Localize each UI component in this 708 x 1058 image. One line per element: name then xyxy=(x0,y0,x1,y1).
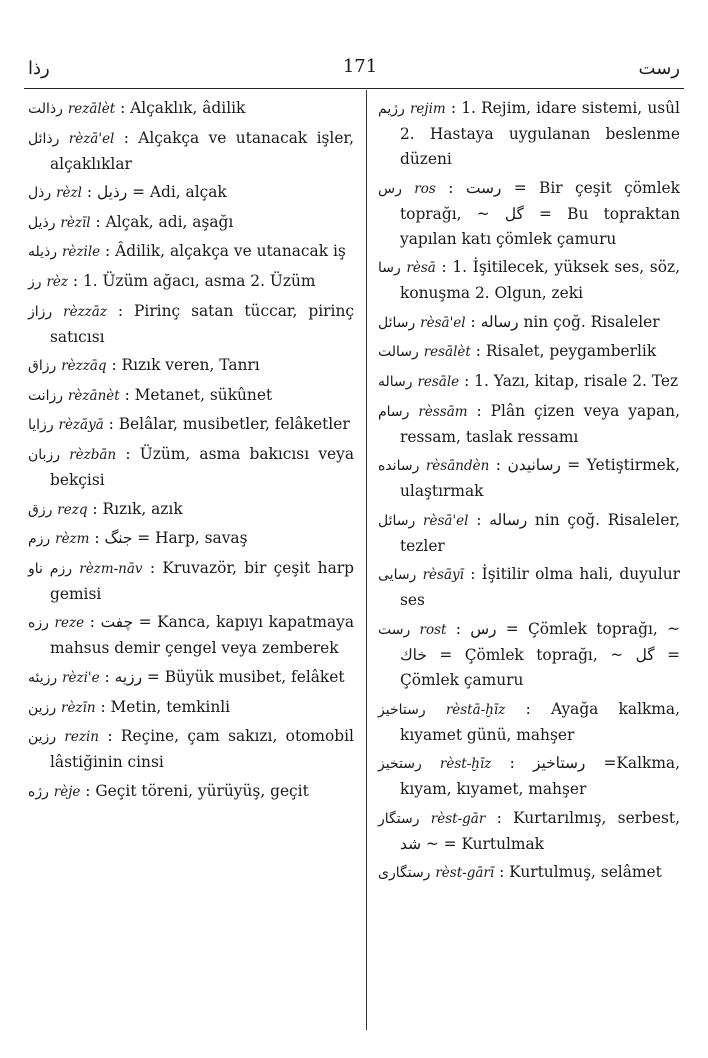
entry-transliteration: resālèt xyxy=(423,344,471,361)
page-header xyxy=(0,0,708,90)
left-guide-word: رذا xyxy=(28,58,50,79)
dictionary-entry xyxy=(378,697,680,748)
dictionary-entry xyxy=(378,453,680,504)
dictionary-entry xyxy=(28,126,354,177)
entry-arabic-headword: رزبان xyxy=(28,446,60,463)
dictionary-entry xyxy=(378,860,680,886)
left-column xyxy=(28,96,354,808)
dictionary-entry xyxy=(28,210,354,236)
entry-definition: : Kurtulmuş, selâmet xyxy=(499,863,662,882)
entry-arabic-headword: رستگارى xyxy=(378,865,431,882)
page-number: 171 xyxy=(342,56,378,77)
entry-definition: : Belâlar, musibetler, felâketler xyxy=(108,415,350,434)
entry-arabic-headword: رذيل xyxy=(28,214,56,231)
dictionary-entry xyxy=(28,96,354,122)
entry-transliteration: resāle xyxy=(417,373,460,390)
entry-definition: : Ayağa kalkma, kıyamet günü, mahşer xyxy=(400,699,680,744)
entry-transliteration: rèst-gār xyxy=(430,810,486,827)
entry-definition: : رساله nin çoğ. Risaleler, tezler xyxy=(400,510,680,555)
entry-definition: : İşitilir olma hali, duyulur ses xyxy=(400,565,680,610)
right-guide-word: رست xyxy=(638,58,680,79)
entry-transliteration: rejim xyxy=(409,101,446,117)
entry-transliteration: rèzile xyxy=(61,244,101,261)
entry-transliteration: ros xyxy=(414,180,436,197)
entry-arabic-headword: رسانده xyxy=(378,458,420,475)
entry-arabic-headword: رساله xyxy=(378,373,413,390)
dictionary-entry xyxy=(28,180,354,206)
entry-arabic-headword: رس xyxy=(378,180,402,197)
entry-transliteration: rèzīn xyxy=(60,699,96,716)
entry-arabic-headword: رزانت xyxy=(28,387,64,404)
entry-arabic-headword: رسالت xyxy=(378,344,419,361)
entry-definition: : رسانيدن = Yetiştirmek, ulaştırmak xyxy=(400,456,680,501)
entry-definition: : 1. İşitilecek, yüksek ses, söz, konuşma 2. Olgun, zeki xyxy=(400,258,680,303)
entry-arabic-headword: رزين xyxy=(28,699,57,716)
entry-definition: : Metin, temkinli xyxy=(100,697,231,716)
entry-transliteration: rèsāyī xyxy=(422,567,464,584)
entry-definition: : رساله nin çoğ. Risaleler xyxy=(470,312,660,331)
entry-transliteration: rèzi'e xyxy=(62,669,100,686)
entry-transliteration: rèzm-nāv xyxy=(79,560,143,577)
entry-definition: : Reçine, çam sakızı, otomobil lâstiğinin cinsi xyxy=(50,727,354,772)
dictionary-entry xyxy=(28,497,354,523)
entry-transliteration: rèzīl xyxy=(60,214,91,231)
dictionary-entry xyxy=(28,665,354,691)
entry-arabic-headword: رسائل xyxy=(378,512,416,529)
entry-transliteration: rèst-gārī xyxy=(435,865,495,882)
dictionary-entry xyxy=(28,239,354,265)
dictionary-entry xyxy=(28,442,354,493)
entry-arabic-headword: رزاق xyxy=(28,358,57,375)
entry-arabic-headword: رژيم xyxy=(378,101,405,117)
entry-arabic-headword: رزاز xyxy=(28,303,53,320)
dictionary-entry xyxy=(28,556,354,607)
entry-arabic-headword: رذالت xyxy=(28,101,63,117)
header-rule xyxy=(24,88,684,89)
dictionary-entry xyxy=(378,255,680,306)
right-column xyxy=(378,96,680,890)
entry-arabic-headword: رذيله xyxy=(28,244,58,261)
dictionary-entry xyxy=(378,617,680,693)
entry-definition: : Üzüm, asma bakıcısı veya bekçisi xyxy=(50,444,354,489)
entry-definition: : Rızık, azık xyxy=(92,499,183,518)
entry-definition: : Alçakça ve utanacak işler, alçaklıklar xyxy=(50,128,354,173)
entry-transliteration: rèst-ḫīz xyxy=(439,756,492,773)
dictionary-entry xyxy=(378,176,680,252)
entry-definition: : Plân çizen veya yapan, ressam, taslak ressamı xyxy=(400,401,680,446)
entry-transliteration: rèzāyā xyxy=(58,417,104,434)
entry-definition: : Geçit töreni, yürüyüş, geçit xyxy=(85,781,309,800)
entry-definition: : رستاخيز =Kalkma, kıyam, kıyamet, mahşer xyxy=(400,754,680,799)
dictionary-entry xyxy=(28,695,354,721)
entry-transliteration: rezin xyxy=(64,729,99,746)
dictionary-entry xyxy=(378,508,680,559)
entry-definition: : Alçaklık, âdilik xyxy=(120,99,246,117)
entry-definition: : Alçak, adi, aşağı xyxy=(95,212,234,231)
dictionary-entry xyxy=(378,310,680,336)
entry-transliteration: rost xyxy=(419,621,447,638)
entry-arabic-headword: رز xyxy=(28,273,42,290)
entry-definition: : 1. Rejim, idare sistemi, usûl 2. Hastaya uygulanan beslenme düzeni xyxy=(400,99,680,168)
entry-definition: : رس = Çömlek toprağı, ~ خاك = Çömlek toprağı, ~ گل = Çömlek çamuru xyxy=(400,619,680,689)
entry-transliteration: rèsāndèn xyxy=(425,458,490,475)
entry-arabic-headword: رزين xyxy=(28,729,57,746)
dictionary-entry xyxy=(28,299,354,350)
dictionary-entry xyxy=(378,339,680,365)
entry-transliteration: rèz xyxy=(46,273,68,290)
entry-definition: : رست = Bir çeşit çömlek toprağı, ~ گل = Bu topraktan yapılan katı çömlek çamuru xyxy=(400,178,680,248)
dictionary-entry xyxy=(28,779,354,805)
entry-definition: : رذيل = Adi, alçak xyxy=(86,183,227,202)
entry-transliteration: rèssām xyxy=(418,403,468,420)
dictionary-entry xyxy=(28,412,354,438)
entry-arabic-headword: رسا xyxy=(378,260,401,277)
entry-transliteration: rèzm xyxy=(55,531,90,548)
entry-transliteration: rèzānèt xyxy=(67,387,120,404)
entry-definition: : Âdilik, alçakça ve utanacak iş xyxy=(105,242,346,261)
dictionary-entry xyxy=(378,562,680,613)
dictionary-entry xyxy=(378,369,680,395)
entry-transliteration: rèzbān xyxy=(69,446,117,463)
entry-transliteration: rezālèt xyxy=(67,101,116,117)
dictionary-entry xyxy=(378,751,680,802)
entry-transliteration: rèsā xyxy=(406,260,436,277)
entry-transliteration: rèzl xyxy=(56,185,82,202)
dictionary-entry xyxy=(28,353,354,379)
entry-arabic-headword: رژه xyxy=(28,783,49,800)
entry-transliteration: rèje xyxy=(53,783,81,800)
entry-arabic-headword: رسايى xyxy=(378,567,417,584)
entry-definition: : چفت = Kanca, kapıyı kapatmaya mahsus demir çengel veya zemberek xyxy=(50,613,354,658)
entry-definition: : رزيه = Büyük musibet, felâket xyxy=(104,667,345,686)
entry-arabic-headword: رزيئه xyxy=(28,669,58,686)
entry-arabic-headword: رستگار xyxy=(378,810,420,827)
entry-transliteration: reze xyxy=(54,615,85,632)
entry-transliteration: rèstā-ḫīz xyxy=(445,701,506,718)
entry-arabic-headword: رستاخيز xyxy=(378,701,426,718)
entry-transliteration: rezq xyxy=(57,501,88,518)
dictionary-entry xyxy=(28,610,354,661)
dictionary-entry xyxy=(28,724,354,775)
entry-definition: : Rızık veren, Tanrı xyxy=(111,356,260,375)
dictionary-entry xyxy=(28,383,354,409)
entry-definition: : 1. Üzüm ağacı, asma 2. Üzüm xyxy=(72,271,316,290)
entry-transliteration: rèzzāz xyxy=(63,303,107,320)
entry-transliteration: rèzzāq xyxy=(61,358,107,375)
entry-arabic-headword: رسام xyxy=(378,403,410,420)
dictionary-entry xyxy=(28,526,354,552)
entry-arabic-headword: رست xyxy=(378,621,411,638)
entry-arabic-headword: رزم ناو xyxy=(28,560,72,577)
entry-arabic-headword: رزايا xyxy=(28,417,54,434)
dictionary-entry xyxy=(378,806,680,857)
entry-arabic-headword: رذائل xyxy=(28,130,60,147)
entry-definition: : Metanet, sükûnet xyxy=(124,385,273,404)
dictionary-entry xyxy=(378,96,680,172)
entry-definition: : Kruvazör, bir çeşit harp gemisi xyxy=(50,558,354,603)
entry-definition: : جنگ = Harp, savaş xyxy=(94,529,248,548)
column-divider xyxy=(366,90,367,1030)
entry-arabic-headword: رستخيز xyxy=(378,756,422,773)
entry-transliteration: rèsā'el xyxy=(423,512,469,529)
entry-definition: : Risalet, peygamberlik xyxy=(475,342,657,361)
entry-arabic-headword: رذل xyxy=(28,185,52,202)
entry-definition: : 1. Yazı, kitap, risale 2. Tez xyxy=(464,371,679,390)
entry-arabic-headword: رزق xyxy=(28,501,53,518)
dictionary-entry xyxy=(378,399,680,450)
dictionary-entry xyxy=(28,269,354,295)
entry-arabic-headword: رزم xyxy=(28,531,51,548)
entry-definition: : Kurtarılmış, serbest, شد ~ = Kurtulmak xyxy=(400,808,680,853)
entry-transliteration: rèsā'el xyxy=(420,314,466,331)
entry-arabic-headword: رزه xyxy=(28,615,49,632)
entry-arabic-headword: رسائل xyxy=(378,314,416,331)
entry-definition: : Pirinç satan tüccar, pirinç satıcısı xyxy=(50,301,354,346)
entry-transliteration: rèzā'el xyxy=(68,130,115,147)
